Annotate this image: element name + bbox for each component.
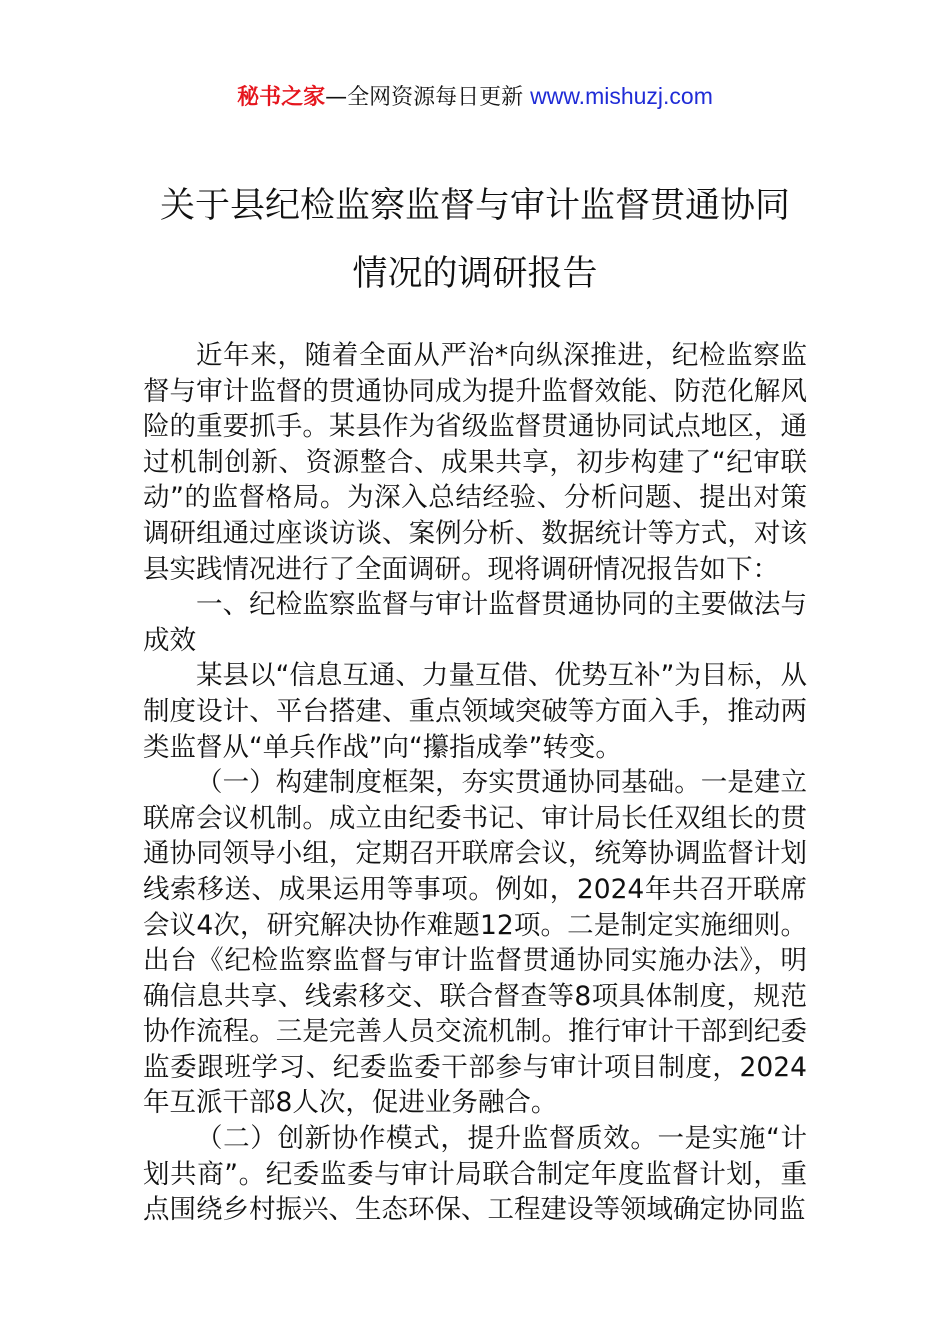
site-url-link[interactable]: www.mishuzj.com	[530, 83, 713, 109]
body-paragraph-subsection-1: （一）构建制度框架，夯实贯通协同基础。一是建立联席会议机制。成立由纪委书记、审计局长任双组长的贯通协同领导小组，定期召开联席会议，统筹协调监督计划线索移送、成果运用等事项。例如，2024年共召开联席会议4次，研究解决协作难题12项。二是制定实施细则。出台《纪检监察监督与审计监督贯通协同实施办法》，明确信息共享、线索移交、联合督查等8项具体制度，规范协作流程。三是完善人员交流机制。推行审计干部到纪委监委跟班学习、纪委监委干部参与审计项目制度，2024年互派干部8人次，促进业务融合。	[143, 767, 807, 1119]
document-title	[140, 172, 810, 308]
site-tagline: —全网资源每日更新	[325, 85, 524, 110]
body-paragraph-intro: 近年来，随着全面从严治*向纵深推进，纪检监察监督与审计监督的贯通协同成为提升监督效能、防范化解风险的重要抓手。某县作为省级监督贯通协同试点地区，通过机制创新、资源整合、成果共享，初步构建了“纪审联动”的监督格局。为深入总结经验、分析问题、提出对策调研组通过座谈访谈、案例分析、数据统计等方式，对该县实践情况进行了全面调研。现将调研情况报告如下：	[143, 340, 807, 585]
document-title-line-2: 情况的调研报告	[352, 254, 598, 294]
body-paragraph-subsection-2: （二）创新协作模式，提升监督质效。一是实施“计划共商”。纪委监委与审计局联合制定年度监督计划，重点围绕乡村振兴、生态环保、工程建设等领域确定协同监	[143, 1123, 807, 1226]
document-title-line-1: 关于县纪检监察监督与审计监督贯通协同	[159, 186, 790, 226]
body-paragraph-section-1-intro: 某县以“信息互通、力量互借、优势互补”为目标，从制度设计、平台搭建、重点领域突破等方面入手，推动两类监督从“单兵作战”向“攥指成拳”转变。	[143, 660, 807, 763]
site-header	[0, 80, 950, 114]
site-brand: 秘书之家	[237, 85, 326, 110]
body-section-heading-1: 一、纪检监察监督与审计监督贯通协同的主要做法与成效	[143, 589, 807, 656]
document-body	[143, 338, 807, 1228]
